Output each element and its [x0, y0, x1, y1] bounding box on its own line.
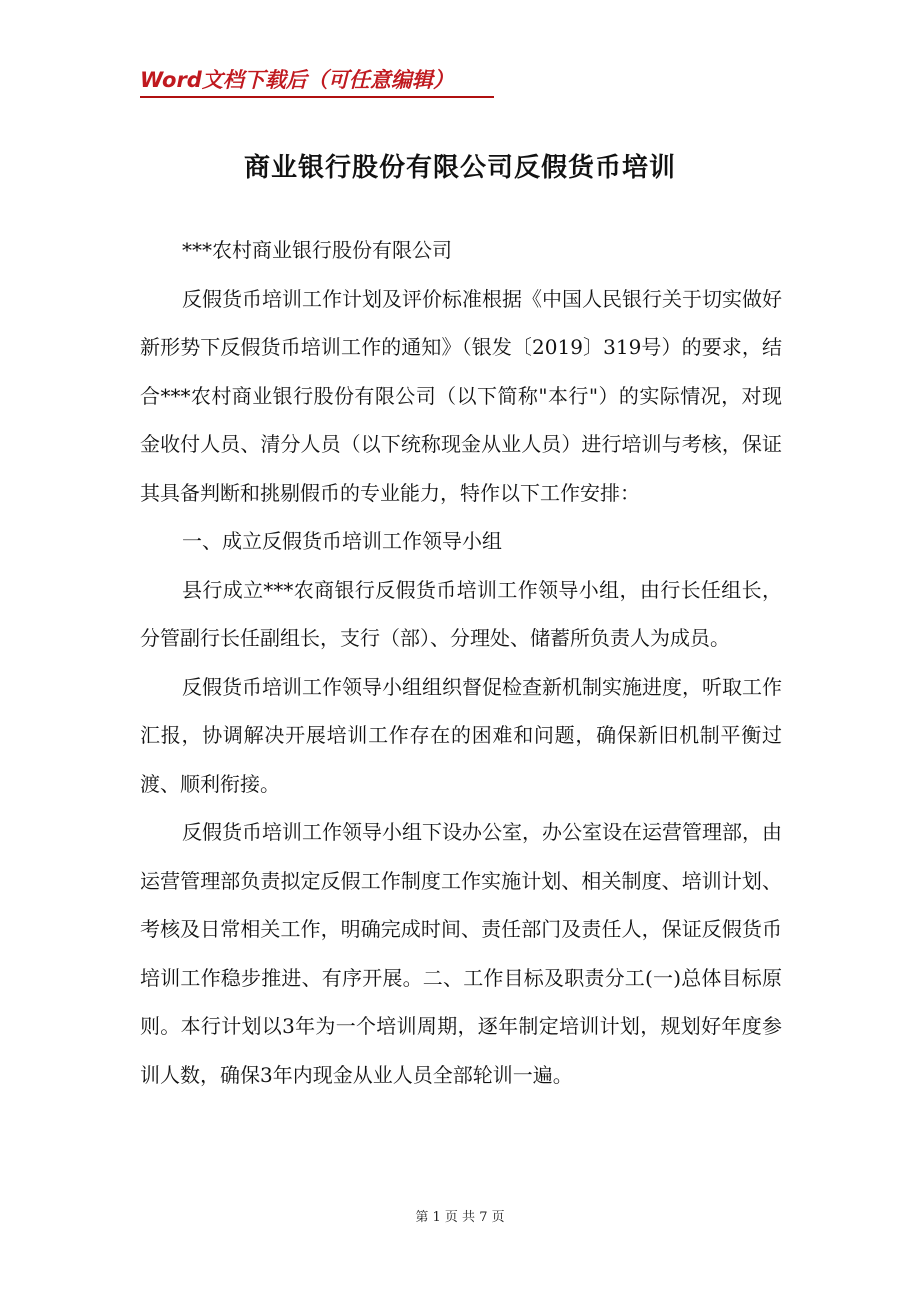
paragraph-office: 反假货币培训工作领导小组下设办公室，办公室设在运营管理部，由运营管理部负责拟定反假工作制度工作实施计划、相关制度、培训计划、考核及日常相关工作，明确完成时间、责任部门及责任人，保证反假货币培训工作稳步推进、有序开展。二、工作目标及职责分工(一)总体目标原则。本行计划以3年为一个培训周期，逐年制定培训计划，规划好年度参训人数，确保3年内现金从业人员全部轮训一遍。 — [140, 820, 782, 1087]
document-title: 商业银行股份有限公司反假货币培训 — [243, 153, 676, 183]
document-body — [140, 226, 782, 1099]
document-header — [140, 62, 494, 98]
header-text: Word文档下载后（可任意编辑） — [140, 68, 454, 92]
paragraph-group-members: 县行成立***农商银行反假货币培训工作领导小组，由行长任组长，分管副行长任副组长，支行（部）、分理处、储蓄所负责人为成员。 — [140, 577, 782, 650]
paragraph-group-duties: 反假货币培训工作领导小组组织督促检查新机制实施进度，听取工作汇报，协调解决开展培训工作存在的困难和问题，确保新旧机制平衡过渡、顺利衔接。 — [140, 674, 782, 796]
page-number: 第 1 页 共 7 页 — [415, 1210, 505, 1225]
paragraph-intro: 反假货币培训工作计划及评价标准根据《中国人民银行关于切实做好新形势下反假货币培训工作的通知》（银发〔2019〕319号）的要求，结合***农村商业银行股份有限公司（以下简称"本行"）的实际情况，对现金收付人员、清分人员（以下统称现金从业人员）进行培训与考核，保证其具备判断和挑剔假币的专业能力，特作以下工作安排： — [140, 286, 782, 505]
section-heading-1: 一、成立反假货币培训工作领导小组 — [182, 529, 502, 553]
paragraph-company: ***农村商业银行股份有限公司 — [182, 238, 452, 262]
